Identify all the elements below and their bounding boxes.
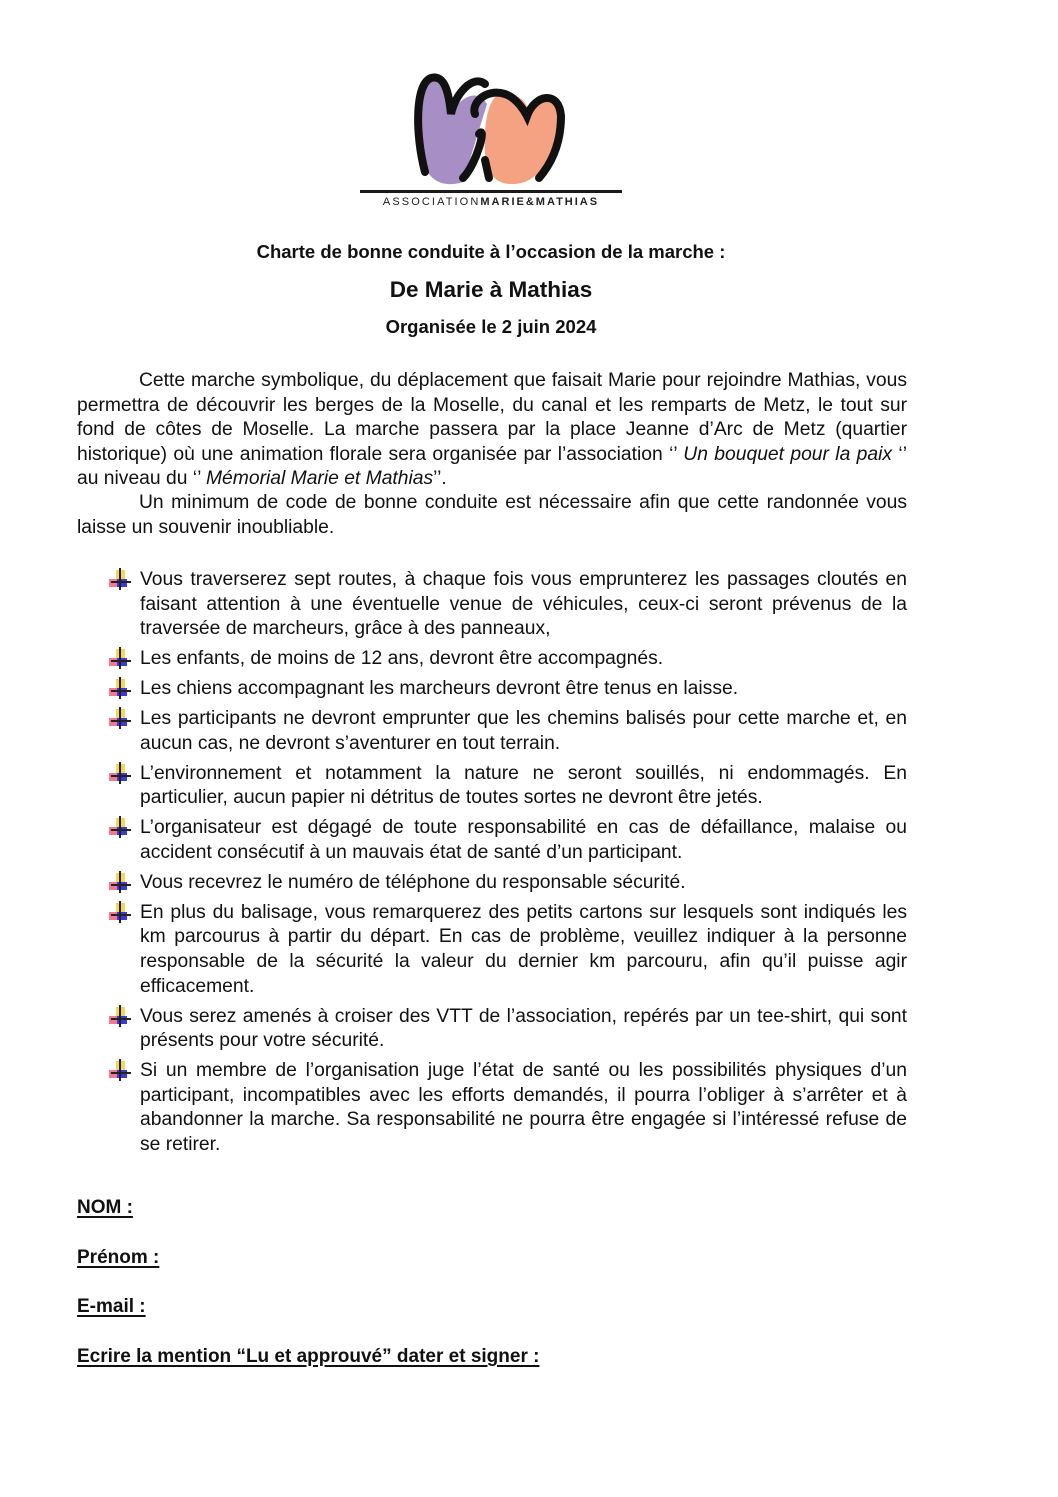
email-field-label: E-mail : xyxy=(77,1296,146,1317)
rule-item xyxy=(107,647,907,672)
logo-rule xyxy=(360,190,622,193)
colored-cross-bullet-icon xyxy=(107,1059,131,1081)
rules-list xyxy=(107,568,907,1163)
rule-text: Vous serez amenés à croiser des VTT de l’association, repérés par un tee-shirt, qui sont présents pour votre sécurité. xyxy=(140,1005,907,1052)
colored-cross-bullet-icon xyxy=(107,762,131,784)
logo-hearts-icon xyxy=(355,64,627,192)
rule-text: Les participants ne devront emprunter que les chemins balisés pour cette marche et, en aucun cas, ne devront s’aventurer en tout terrain. xyxy=(140,708,907,754)
document-title: De Marie à Mathias xyxy=(389,277,593,302)
rule-text: Vous recevrez le numéro de téléphone du responsable sécurité. xyxy=(140,871,686,893)
colored-cross-bullet-icon xyxy=(107,871,131,893)
signature-field-label: Ecrire la mention “Lu et approuvé” dater et signer : xyxy=(77,1346,540,1367)
rule-text: En plus du balisage, vous remarquerez des petits cartons sur lesquels sont indiqués les km parcourus à partir du départ. En cas de problème, veuillez indiquer à la personne responsable de la sécurité la valeur du dernier km parcouru, afin qu’il puisse agir efficacement. xyxy=(140,901,907,997)
colored-cross-bullet-icon xyxy=(107,568,131,590)
colored-cross-bullet-icon xyxy=(107,647,131,669)
logo-text-names: MARIE&MATHIAS xyxy=(480,196,600,208)
colored-cross-bullet-icon xyxy=(107,1005,131,1027)
intro-paragraph xyxy=(77,369,907,492)
intro-paragraph-2 xyxy=(77,491,907,540)
nom-field-label: NOM : xyxy=(77,1197,133,1218)
rule-text: Les enfants, de moins de 12 ans, devront être accompagnés. xyxy=(140,648,664,670)
logo-text-association: ASSOCIATION xyxy=(382,196,481,208)
colored-cross-bullet-icon xyxy=(107,816,131,838)
document-subtitle: Charte de bonne conduite à l’occasion de la marche : xyxy=(256,241,726,262)
intro-text-2: Un minimum de code de bonne conduite est nécessaire afin que cette randonnée vous laisse un souvenir inoubliable. xyxy=(77,492,907,538)
rule-item xyxy=(107,568,907,642)
association-logo xyxy=(355,64,627,214)
intro-text: ‘’ au niveau du ‘’ xyxy=(77,443,907,490)
rule-item xyxy=(107,1005,907,1054)
rule-item xyxy=(107,816,907,865)
rule-item xyxy=(107,707,907,756)
rule-text: Les chiens accompagnant les marcheurs devront être tenus en laisse. xyxy=(140,678,739,700)
rule-item xyxy=(107,871,907,896)
rule-text: L’organisateur est dégagé de toute responsabilité en cas de défaillance, malaise ou accident consécutif à un mauvais état de santé d’un participant. xyxy=(140,817,907,863)
intro-italic-bouquet: Un bouquet pour la paix xyxy=(683,443,893,465)
rule-text: Vous traverserez sept routes, à chaque fois vous emprunterez les passages cloutés en faisant attention à une éventuelle venue de véhicules, ceux-ci seront prévenus de la traversée de marcheurs, grâce à des panneaux, xyxy=(140,569,907,640)
colored-cross-bullet-icon xyxy=(107,707,131,729)
intro-text: ’’. xyxy=(433,468,447,490)
colored-cross-bullet-icon xyxy=(107,901,131,923)
rule-text: L’environnement et notamment la nature ne seront souillés, ni endommagés. En particulier, aucun papier ni détritus de toutes sortes ne devront être jetés. xyxy=(140,762,907,809)
intro-italic-memorial: Mémorial Marie et Mathias xyxy=(206,468,434,490)
rule-item xyxy=(107,901,907,999)
rule-item xyxy=(107,677,907,702)
intro-text: Cette marche symbolique, du déplacement que faisait Marie pour rejoindre Mathias, vous permettra de découvrir les berges de la Moselle, du canal et les remparts de Metz, le tout sur fond de côtes de Moselle. La marche passera par la place Jeanne d’Arc de Metz (quartier historique) où une animation florale sera organisée par l’association ‘’ xyxy=(77,370,907,465)
rule-item xyxy=(107,762,907,811)
event-date: Organisée le 2 juin 2024 xyxy=(385,316,597,337)
prenom-field-label: Prénom : xyxy=(77,1247,160,1268)
logo-wordmark xyxy=(355,196,627,208)
colored-cross-bullet-icon xyxy=(107,677,131,699)
rule-text: Si un membre de l’organisation juge l’état de santé ou les possibilités physiques d’un participant, incompatibles avec les efforts demandés, il pourra l’obliger à s’arrêter et à abandonner la marche. Sa responsabilité ne pourra être engagée si l’intéressé refuse de se retirer. xyxy=(140,1060,907,1155)
rule-item xyxy=(107,1059,907,1157)
